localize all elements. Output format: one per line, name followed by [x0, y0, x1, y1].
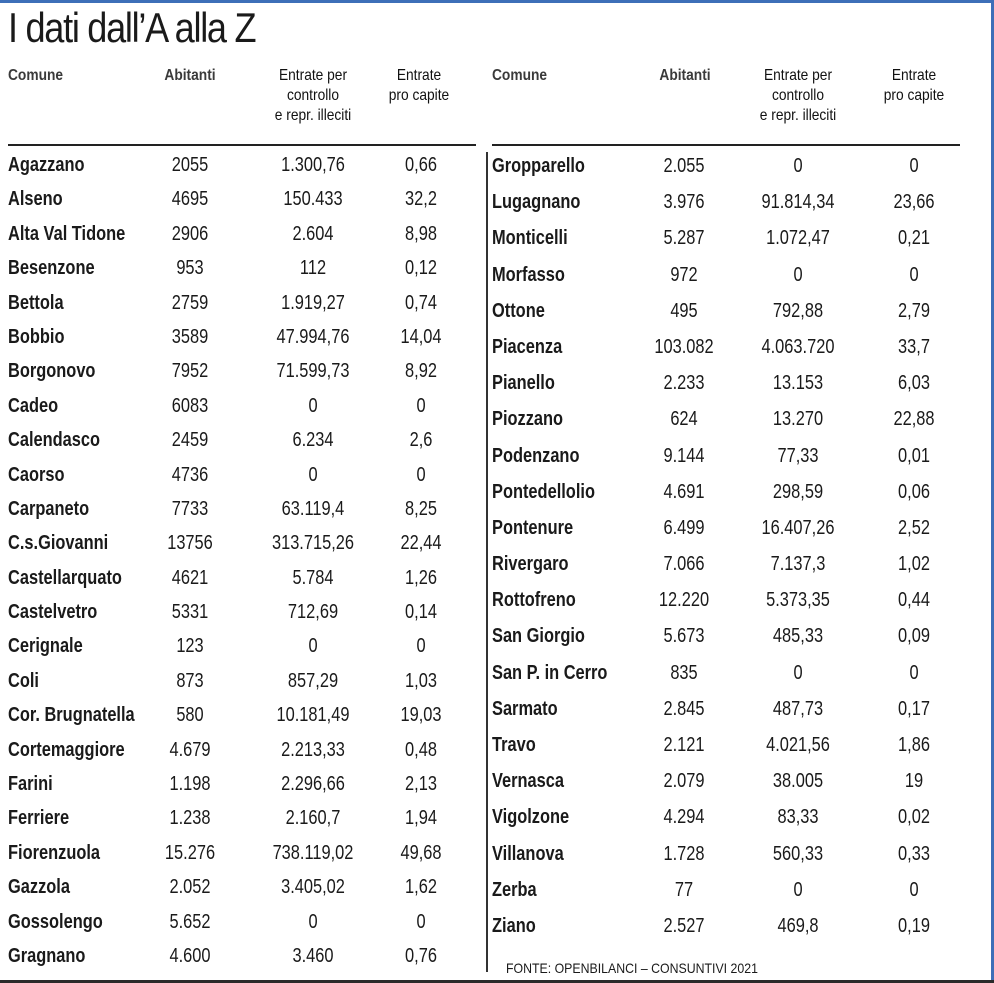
- comune-cell: Alseno: [8, 188, 63, 211]
- header-entrate-controllo-line3: e repr. illeciti: [274, 107, 352, 124]
- table-row: [492, 769, 960, 805]
- comune-cell: Cadeo: [8, 394, 59, 417]
- comune-cell: Ferriere: [8, 807, 70, 830]
- abitanti-cell: 5331: [171, 601, 209, 624]
- table-row: [492, 878, 960, 914]
- comune-cell: Gragnano: [8, 944, 86, 967]
- entrate-procapite-cell: 0,66: [405, 154, 437, 176]
- table-row: [492, 263, 960, 299]
- abitanti-cell: 5.673: [663, 625, 705, 648]
- abitanti-cell: 5.652: [169, 910, 211, 933]
- comune-cell: Morfasso: [492, 263, 565, 286]
- abitanti-cell: 103.082: [654, 335, 714, 358]
- header-entrate-procapite: [871, 66, 957, 106]
- comune-cell: San P. in Cerro: [492, 661, 608, 684]
- table-row: [492, 588, 960, 624]
- comune-cell: Farini: [8, 773, 53, 796]
- table-row: [8, 153, 476, 187]
- entrate-procapite-cell: 0: [416, 394, 426, 417]
- table-row: [8, 806, 476, 840]
- entrate-controllo-cell: 7.137,3: [770, 553, 826, 576]
- entrate-controllo-cell: 4.063.720: [761, 335, 835, 358]
- table-row: [8, 841, 476, 875]
- entrate-controllo-cell: 792,88: [772, 299, 824, 322]
- entrate-procapite-cell: 8,98: [405, 222, 437, 245]
- right-table: [492, 64, 960, 937]
- entrate-controllo-cell: 4.021,56: [766, 734, 830, 756]
- entrate-procapite-cell: 6,03: [898, 372, 930, 395]
- comune-cell: Cortemaggiore: [8, 738, 125, 761]
- header-entrate-procapite-line2: pro capite: [883, 87, 945, 104]
- entrate-controllo-cell: 63.119,4: [281, 497, 345, 520]
- comune-cell: Calendasco: [8, 429, 101, 452]
- abitanti-cell: 15.276: [164, 841, 216, 864]
- comune-cell: Bobbio: [8, 325, 65, 348]
- comune-cell: Borgonovo: [8, 360, 96, 383]
- comune-cell: Sarmato: [492, 697, 558, 720]
- entrate-controllo-cell: 2.604: [292, 222, 334, 245]
- abitanti-cell: 4.691: [663, 480, 705, 503]
- table-row: [492, 335, 960, 371]
- entrate-procapite-cell: 0,02: [898, 806, 930, 829]
- entrate-procapite-cell: 23,66: [893, 191, 935, 214]
- entrate-controllo-cell: 47.994,76: [276, 325, 350, 348]
- header-comune: Comune: [492, 67, 548, 84]
- abitanti-cell: 3589: [171, 325, 209, 348]
- comune-cell: Agazzano: [8, 154, 85, 176]
- table-row: [8, 566, 476, 600]
- comune-cell: Villanova: [492, 842, 564, 865]
- header-entrate-controllo-line1: Entrate per: [763, 67, 833, 84]
- table-row: [492, 842, 960, 878]
- abitanti-cell: 9.144: [663, 444, 705, 467]
- entrate-controllo-cell: 13.270: [772, 408, 824, 431]
- abitanti-cell: 13756: [167, 532, 213, 555]
- comune-cell: Coli: [8, 669, 39, 692]
- table-row: [492, 697, 960, 733]
- entrate-procapite-cell: 1,03: [405, 669, 437, 692]
- abitanti-cell: 4.679: [169, 738, 211, 761]
- source-note: FONTE: OPENBILANCI – CONSUNTIVI 2021: [506, 960, 758, 976]
- comune-cell: Lugagnano: [492, 191, 581, 214]
- entrate-procapite-cell: 1,02: [898, 553, 930, 576]
- abitanti-cell: 12.220: [658, 589, 710, 612]
- page-title: I dati dall’A alla Z: [8, 4, 256, 51]
- entrate-controllo-cell: 77,33: [777, 444, 819, 467]
- abitanti-cell: 4.294: [663, 806, 705, 829]
- table-row: [8, 428, 476, 462]
- entrate-controllo-cell: 0: [308, 635, 318, 658]
- abitanti-cell: 123: [176, 635, 204, 658]
- abitanti-cell: 3.976: [663, 191, 705, 214]
- comune-cell: Cerignale: [8, 635, 83, 658]
- comune-cell: Cor. Brugnatella: [8, 704, 135, 727]
- comune-cell: Podenzano: [492, 444, 580, 467]
- entrate-controllo-cell: 16.407,26: [761, 516, 835, 539]
- entrate-controllo-cell: 487,73: [772, 697, 824, 720]
- entrate-controllo-cell: 6.234: [292, 429, 334, 452]
- entrate-procapite-cell: 1,62: [405, 876, 437, 899]
- table-row: [492, 552, 960, 588]
- table-row: [492, 914, 960, 950]
- header-comune: Comune: [8, 67, 64, 84]
- comune-cell: Travo: [492, 734, 536, 756]
- entrate-controllo-cell: 91.814,34: [761, 191, 835, 214]
- table-row: [8, 772, 476, 806]
- entrate-procapite-cell: 0,44: [898, 589, 930, 612]
- entrate-procapite-cell: 22,44: [400, 532, 442, 555]
- entrate-procapite-cell: 0: [909, 263, 919, 286]
- entrate-procapite-cell: 2,6: [409, 429, 433, 452]
- entrate-controllo-cell: 83,33: [777, 806, 819, 829]
- entrate-controllo-cell: 0: [793, 155, 803, 177]
- entrate-controllo-cell: 0: [793, 878, 803, 901]
- entrate-controllo-cell: 3.460: [292, 944, 334, 967]
- table-row: [8, 394, 476, 428]
- left-table-header: [8, 64, 476, 146]
- table-row: [8, 944, 476, 978]
- left-table: [8, 64, 476, 967]
- header-entrate-procapite-line1: Entrate: [891, 67, 937, 84]
- table-row: [492, 805, 960, 841]
- entrate-procapite-cell: 0,01: [898, 444, 930, 467]
- header-entrate-controllo: [742, 66, 854, 126]
- entrate-controllo-cell: 0: [793, 263, 803, 286]
- entrate-controllo-cell: 1.919,27: [281, 291, 345, 314]
- comune-cell: Pontenure: [492, 516, 574, 539]
- comune-cell: Monticelli: [492, 227, 568, 250]
- entrate-controllo-cell: 0: [793, 661, 803, 684]
- abitanti-cell: 4621: [171, 566, 209, 589]
- header-abitanti: Abitanti: [659, 67, 711, 84]
- abitanti-cell: 2.527: [663, 914, 705, 937]
- entrate-procapite-cell: 0,19: [898, 914, 930, 937]
- entrate-controllo-cell: 150.433: [283, 188, 343, 211]
- header-entrate-controllo: [257, 66, 369, 126]
- table-row: [8, 531, 476, 565]
- entrate-controllo-cell: 738.119,02: [272, 841, 354, 864]
- comune-cell: C.s.Giovanni: [8, 532, 109, 555]
- entrate-procapite-cell: 0: [416, 463, 426, 486]
- table-row: [8, 875, 476, 909]
- table-row: [492, 733, 960, 769]
- abitanti-cell: 2.052: [169, 876, 211, 899]
- comune-cell: Ottone: [492, 299, 545, 322]
- entrate-procapite-cell: 32,2: [405, 188, 437, 211]
- header-entrate-procapite-line1: Entrate: [396, 67, 442, 84]
- right-table-header: [492, 64, 960, 146]
- comune-cell: Caorso: [8, 463, 65, 486]
- entrate-controllo-cell: 0: [308, 394, 318, 417]
- entrate-controllo-cell: 5.784: [292, 566, 334, 589]
- abitanti-cell: 2.121: [663, 734, 705, 756]
- abitanti-cell: 624: [670, 408, 698, 431]
- comune-cell: Gossolengo: [8, 910, 103, 933]
- header-entrate-controllo-line2: controllo: [286, 87, 340, 104]
- entrate-controllo-cell: 0: [308, 463, 318, 486]
- entrate-procapite-cell: 49,68: [400, 841, 442, 864]
- entrate-procapite-cell: 2,13: [405, 773, 437, 796]
- abitanti-cell: 495: [670, 299, 698, 322]
- abitanti-cell: 2.845: [663, 697, 705, 720]
- table-row: [492, 624, 960, 660]
- table-row: [8, 634, 476, 668]
- table-row: [8, 291, 476, 325]
- comune-cell: Bettola: [8, 291, 64, 314]
- table-row: [8, 222, 476, 256]
- entrate-procapite-cell: 1,94: [405, 807, 437, 830]
- comune-cell: Ziano: [492, 914, 536, 937]
- left-table-body: [8, 153, 476, 978]
- comune-cell: Rivergaro: [492, 553, 569, 576]
- header-entrate-controllo-line1: Entrate per: [278, 67, 348, 84]
- comune-cell: Rottofreno: [492, 589, 576, 612]
- abitanti-cell: 2.233: [663, 372, 705, 395]
- table-row: [492, 299, 960, 335]
- comune-cell: Piozzano: [492, 408, 564, 431]
- entrate-procapite-cell: 1,86: [898, 734, 930, 756]
- entrate-procapite-cell: 8,92: [405, 360, 437, 383]
- entrate-controllo-cell: 560,33: [772, 842, 824, 865]
- abitanti-cell: 873: [176, 669, 204, 692]
- entrate-procapite-cell: 0,33: [898, 842, 930, 865]
- comune-cell: Gropparello: [492, 155, 585, 177]
- comune-cell: Besenzone: [8, 257, 95, 280]
- abitanti-cell: 972: [670, 263, 698, 286]
- entrate-procapite-cell: 1,26: [405, 566, 437, 589]
- abitanti-cell: 2759: [171, 291, 209, 314]
- table-row: [492, 516, 960, 552]
- entrate-procapite-cell: 8,25: [405, 497, 437, 520]
- entrate-procapite-cell: 19: [904, 770, 924, 793]
- entrate-procapite-cell: 0,09: [898, 625, 930, 648]
- comune-cell: Castelvetro: [8, 601, 98, 624]
- table-row: [8, 359, 476, 393]
- comune-cell: Alta Val Tidone: [8, 222, 126, 245]
- abitanti-cell: 2906: [171, 222, 209, 245]
- entrate-controllo-cell: 2.296,66: [281, 773, 345, 796]
- comune-cell: Vernasca: [492, 770, 565, 793]
- entrate-controllo-cell: 485,33: [772, 625, 824, 648]
- entrate-procapite-cell: 0: [909, 155, 919, 177]
- comune-cell: Pianello: [492, 372, 555, 395]
- entrate-procapite-cell: 0,21: [898, 227, 930, 250]
- entrate-controllo-cell: 1.300,76: [281, 154, 345, 176]
- entrate-procapite-cell: 0,06: [898, 480, 930, 503]
- comune-cell: San Giorgio: [492, 625, 585, 648]
- header-abitanti: Abitanti: [164, 67, 216, 84]
- entrate-controllo-cell: 5.373,35: [766, 589, 830, 612]
- abitanti-cell: 4.600: [169, 944, 211, 967]
- entrate-controllo-cell: 71.599,73: [276, 360, 350, 383]
- table-row: [492, 444, 960, 480]
- entrate-procapite-cell: 0,76: [405, 944, 437, 967]
- abitanti-cell: 7952: [171, 360, 209, 383]
- entrate-controllo-cell: 3.405,02: [281, 876, 345, 899]
- comune-cell: Carpaneto: [8, 497, 90, 520]
- entrate-procapite-cell: 0,17: [898, 697, 930, 720]
- abitanti-cell: 7.066: [663, 553, 705, 576]
- abitanti-cell: 953: [176, 257, 204, 280]
- abitanti-cell: 6.499: [663, 516, 705, 539]
- entrate-controllo-cell: 2.160,7: [285, 807, 341, 830]
- right-table-body: [492, 154, 960, 950]
- table-row: [492, 661, 960, 697]
- abitanti-cell: 580: [176, 704, 204, 727]
- table-row: [492, 190, 960, 226]
- entrate-procapite-cell: 22,88: [893, 408, 935, 431]
- entrate-controllo-cell: 0: [308, 910, 318, 933]
- table-row: [8, 463, 476, 497]
- comune-cell: Gazzola: [8, 876, 70, 899]
- entrate-procapite-cell: 0: [909, 878, 919, 901]
- table-row: [8, 738, 476, 772]
- abitanti-cell: 7733: [171, 497, 209, 520]
- header-entrate-procapite-line2: pro capite: [388, 87, 450, 104]
- abitanti-cell: 2459: [171, 429, 209, 452]
- abitanti-cell: 2.055: [663, 155, 705, 177]
- table-row: [492, 407, 960, 443]
- comune-cell: Vigolzone: [492, 806, 570, 829]
- entrate-controllo-cell: 469,8: [777, 914, 819, 937]
- table-row: [8, 910, 476, 944]
- abitanti-cell: 2.079: [663, 770, 705, 793]
- comune-cell: Zerba: [492, 878, 537, 901]
- comune-cell: Castellarquato: [8, 566, 122, 589]
- abitanti-cell: 6083: [171, 394, 209, 417]
- abitanti-cell: 77: [674, 878, 694, 901]
- entrate-procapite-cell: 19,03: [400, 704, 442, 727]
- entrate-procapite-cell: 0: [909, 661, 919, 684]
- table-row: [492, 154, 960, 190]
- top-border: [0, 0, 994, 3]
- entrate-controllo-cell: 298,59: [772, 480, 824, 503]
- entrate-controllo-cell: 313.715,26: [271, 532, 355, 555]
- abitanti-cell: 1.198: [169, 773, 211, 796]
- entrate-controllo-cell: 712,69: [287, 601, 339, 624]
- comune-cell: Fiorenzuola: [8, 841, 101, 864]
- entrate-procapite-cell: 0,12: [405, 257, 437, 280]
- table-row: [8, 600, 476, 634]
- abitanti-cell: 1.238: [169, 807, 211, 830]
- entrate-controllo-cell: 857,29: [287, 669, 339, 692]
- table-row: [8, 256, 476, 290]
- entrate-controllo-cell: 13.153: [772, 372, 824, 395]
- entrate-controllo-cell: 38.005: [772, 770, 824, 793]
- column-divider: [486, 152, 488, 972]
- table-row: [8, 325, 476, 359]
- table-row: [8, 497, 476, 531]
- table-row: [492, 226, 960, 262]
- abitanti-cell: 5.287: [663, 227, 705, 250]
- abitanti-cell: 4695: [171, 188, 209, 211]
- entrate-procapite-cell: 14,04: [400, 325, 442, 348]
- entrate-procapite-cell: 0: [416, 910, 426, 933]
- header-entrate-controllo-line3: e repr. illeciti: [759, 107, 837, 124]
- entrate-controllo-cell: 2.213,33: [281, 738, 345, 761]
- entrate-controllo-cell: 112: [299, 257, 327, 280]
- header-entrate-controllo-line2: controllo: [771, 87, 825, 104]
- entrate-procapite-cell: 0,48: [405, 738, 437, 761]
- entrate-procapite-cell: 2,79: [898, 299, 930, 322]
- comune-cell: Pontedellolio: [492, 480, 595, 503]
- entrate-procapite-cell: 2,52: [898, 516, 930, 539]
- comune-cell: Piacenza: [492, 335, 563, 358]
- entrate-procapite-cell: 0,14: [405, 601, 437, 624]
- entrate-procapite-cell: 0: [416, 635, 426, 658]
- header-entrate-procapite: [376, 66, 462, 106]
- table-row: [8, 703, 476, 737]
- abitanti-cell: 2055: [171, 154, 209, 176]
- table-row: [492, 371, 960, 407]
- abitanti-cell: 1.728: [663, 842, 705, 865]
- abitanti-cell: 835: [670, 661, 698, 684]
- table-row: [8, 187, 476, 221]
- entrate-controllo-cell: 1.072,47: [766, 227, 830, 250]
- entrate-procapite-cell: 33,7: [898, 335, 930, 358]
- entrate-controllo-cell: 10.181,49: [276, 704, 350, 727]
- abitanti-cell: 4736: [171, 463, 209, 486]
- table-row: [492, 480, 960, 516]
- table-row: [8, 669, 476, 703]
- entrate-procapite-cell: 0,74: [405, 291, 437, 314]
